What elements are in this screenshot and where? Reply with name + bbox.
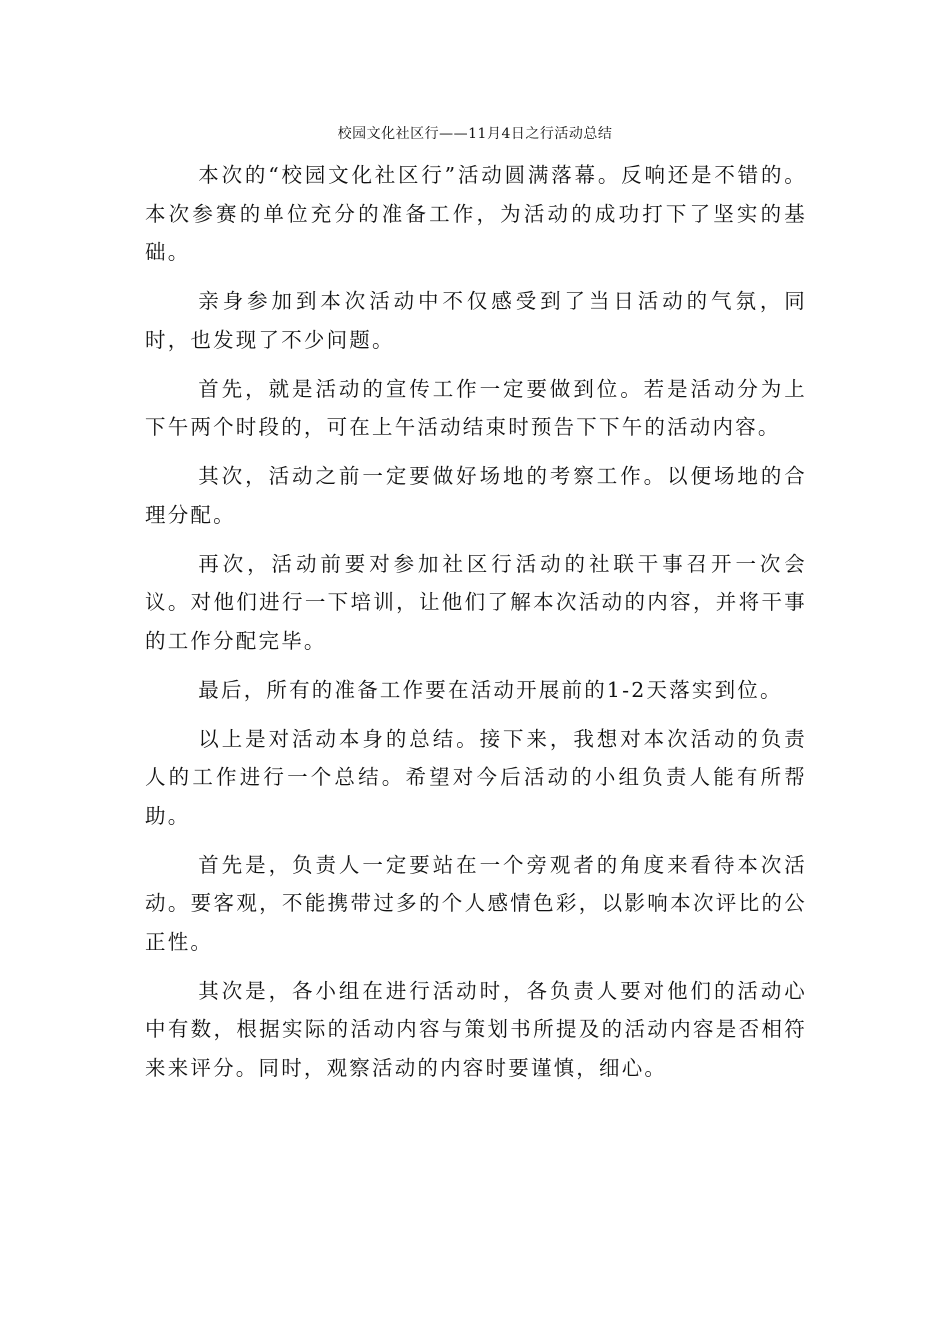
paragraph-2: 亲身参加到本次活动中不仅感受到了当日活动的气氛，同时，也发现了不少问题。 bbox=[145, 289, 807, 352]
paragraph-8: 首先是，负责人一定要站在一个旁观者的角度来看待本次活动。要客观，不能携带过多的个人感情色彩，以影响本次评比的公正性。 bbox=[145, 852, 807, 954]
paragraph-6: 最后，所有的准备工作要在活动开展前的1-2天落实到位。 bbox=[198, 677, 783, 702]
paragraph-7: 以上是对活动本身的总结。接下来，我想对本次活动的负责人的工作进行一个总结。希望对今后活动的小组负责人能有所帮助。 bbox=[145, 726, 807, 828]
paragraph-4: 其次，活动之前一定要做好场地的考察工作。以便场地的合理分配。 bbox=[145, 464, 807, 527]
document-title: 校园文化社区行——11月4日之行活动总结 bbox=[337, 126, 613, 142]
paragraph-9: 其次是，各小组在进行活动时，各负责人要对他们的活动心中有数，根据实际的活动内容与策划书所提及的活动内容是否相符来来评分。同时，观察活动的内容时要谨慎，细心。 bbox=[145, 978, 807, 1080]
paragraph-3: 首先，就是活动的宣传工作一定要做到位。若是活动分为上下午两个时段的，可在上午活动结束时预告下下午的活动内容。 bbox=[145, 376, 807, 439]
document-body bbox=[145, 156, 807, 1098]
paragraph-1: 本次的“校园文化社区行”活动圆满落幕。反响还是不错的。本次参赛的单位充分的准备工作，为活动的成功打下了坚实的基础。 bbox=[145, 163, 807, 264]
paragraph-5: 再次，活动前要对参加社区行活动的社联干事召开一次会议。对他们进行一下培训，让他们了解本次活动的内容，并将干事的工作分配完毕。 bbox=[145, 551, 807, 653]
